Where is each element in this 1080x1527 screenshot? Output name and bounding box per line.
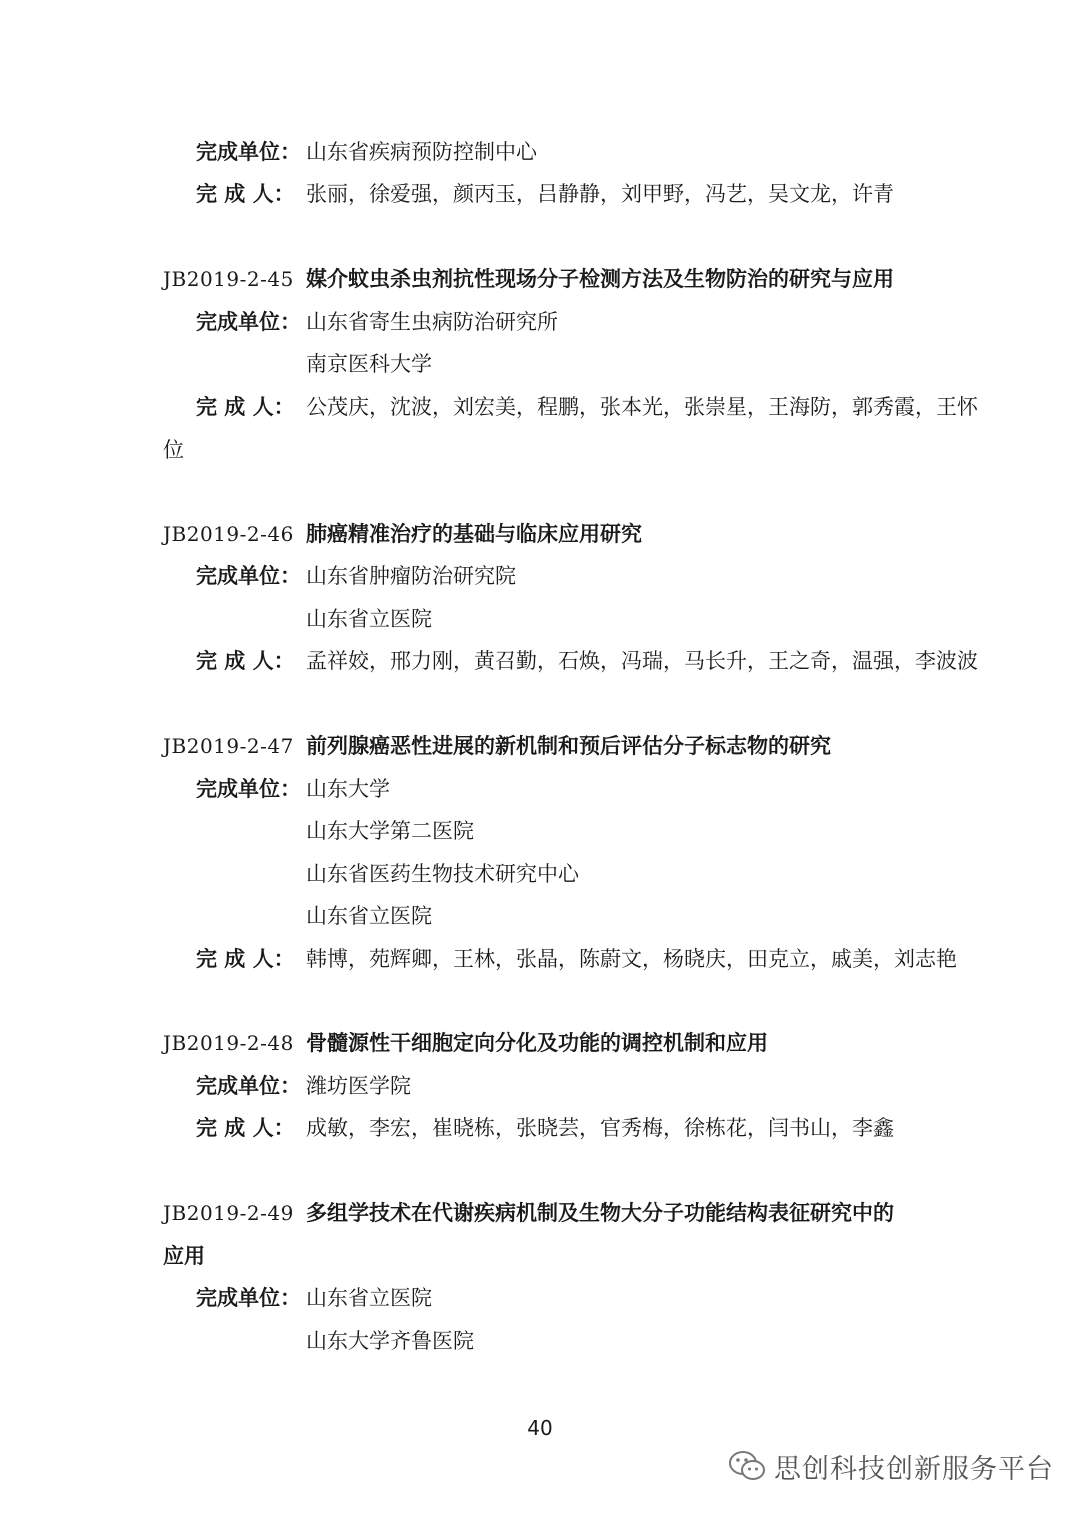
page-number: 40	[527, 1416, 553, 1440]
person-value: 公茂庆，沈波，刘宏美，程鹏，张本光，张崇星，王海防，郭秀霞，王怀	[306, 395, 978, 419]
entry-title: 前列腺癌恶性进展的新机制和预后评估分子标志物的研究	[306, 734, 831, 758]
watermark	[728, 1444, 1054, 1488]
entry-title: 骨髓源性干细胞定向分化及功能的调控机制和应用	[306, 1031, 768, 1055]
person-label: 完 成 人：	[196, 947, 295, 971]
unit-value: 南京医科大学	[306, 352, 432, 376]
person-label: 完 成 人：	[196, 649, 295, 673]
wechat-icon	[728, 1450, 766, 1482]
unit-value: 山东省立医院	[306, 904, 432, 928]
unit-label: 完成单位：	[196, 1074, 301, 1098]
unit-label: 完成单位：	[196, 1286, 301, 1310]
unit-value: 山东大学第二医院	[306, 819, 474, 843]
entry-title: 肺癌精准治疗的基础与临床应用研究	[306, 522, 642, 546]
unit-label: 完成单位：	[196, 310, 301, 334]
entry-title-cont: 应用	[163, 1244, 205, 1268]
unit-value: 山东省立医院	[306, 607, 432, 631]
entry-code: JB2019-2-45	[163, 267, 294, 291]
unit-value: 山东省立医院	[306, 1286, 432, 1310]
unit-label: 完成单位：	[196, 777, 301, 801]
unit-value: 山东省疾病预防控制中心	[306, 140, 537, 164]
person-value: 张丽，徐爱强，颜丙玉，吕静静，刘甲野，冯艺，吴文龙，许青	[306, 182, 894, 206]
person-value: 成敏，李宏，崔晓栋，张晓芸，官秀梅，徐栋花，闫书山，李鑫	[306, 1116, 894, 1140]
person-value: 韩博，苑辉卿，王林，张晶，陈蔚文，杨晓庆，田克立，戚美，刘志艳	[306, 947, 957, 971]
person-value-cont: 位	[163, 438, 184, 462]
person-label: 完 成 人：	[196, 182, 295, 206]
unit-label: 完成单位：	[196, 140, 301, 164]
person-value: 孟祥姣，邢力刚，黄召勤，石焕，冯瑞，马长升，王之奇，温强，李波波	[306, 649, 978, 673]
entry-title: 多组学技术在代谢疾病机制及生物大分子功能结构表征研究中的	[306, 1201, 894, 1225]
person-label: 完 成 人：	[196, 395, 295, 419]
unit-label: 完成单位：	[196, 564, 301, 588]
unit-value: 山东大学齐鲁医院	[306, 1329, 474, 1353]
entry-code: JB2019-2-49	[163, 1201, 294, 1225]
unit-value: 山东省肿瘤防治研究院	[306, 564, 516, 588]
entry-title: 媒介蚊虫杀虫剂抗性现场分子检测方法及生物防治的研究与应用	[306, 267, 894, 291]
person-label: 完 成 人：	[196, 1116, 295, 1140]
unit-value: 山东省医药生物技术研究中心	[306, 862, 579, 886]
watermark-text: 思创科技创新服务平台	[774, 1453, 1054, 1485]
entry-code: JB2019-2-46	[163, 522, 294, 546]
entry-code: JB2019-2-48	[163, 1031, 294, 1055]
unit-value: 潍坊医学院	[306, 1074, 411, 1098]
unit-value: 山东大学	[306, 777, 390, 801]
unit-value: 山东省寄生虫病防治研究所	[306, 310, 558, 334]
entry-code: JB2019-2-47	[163, 734, 294, 758]
